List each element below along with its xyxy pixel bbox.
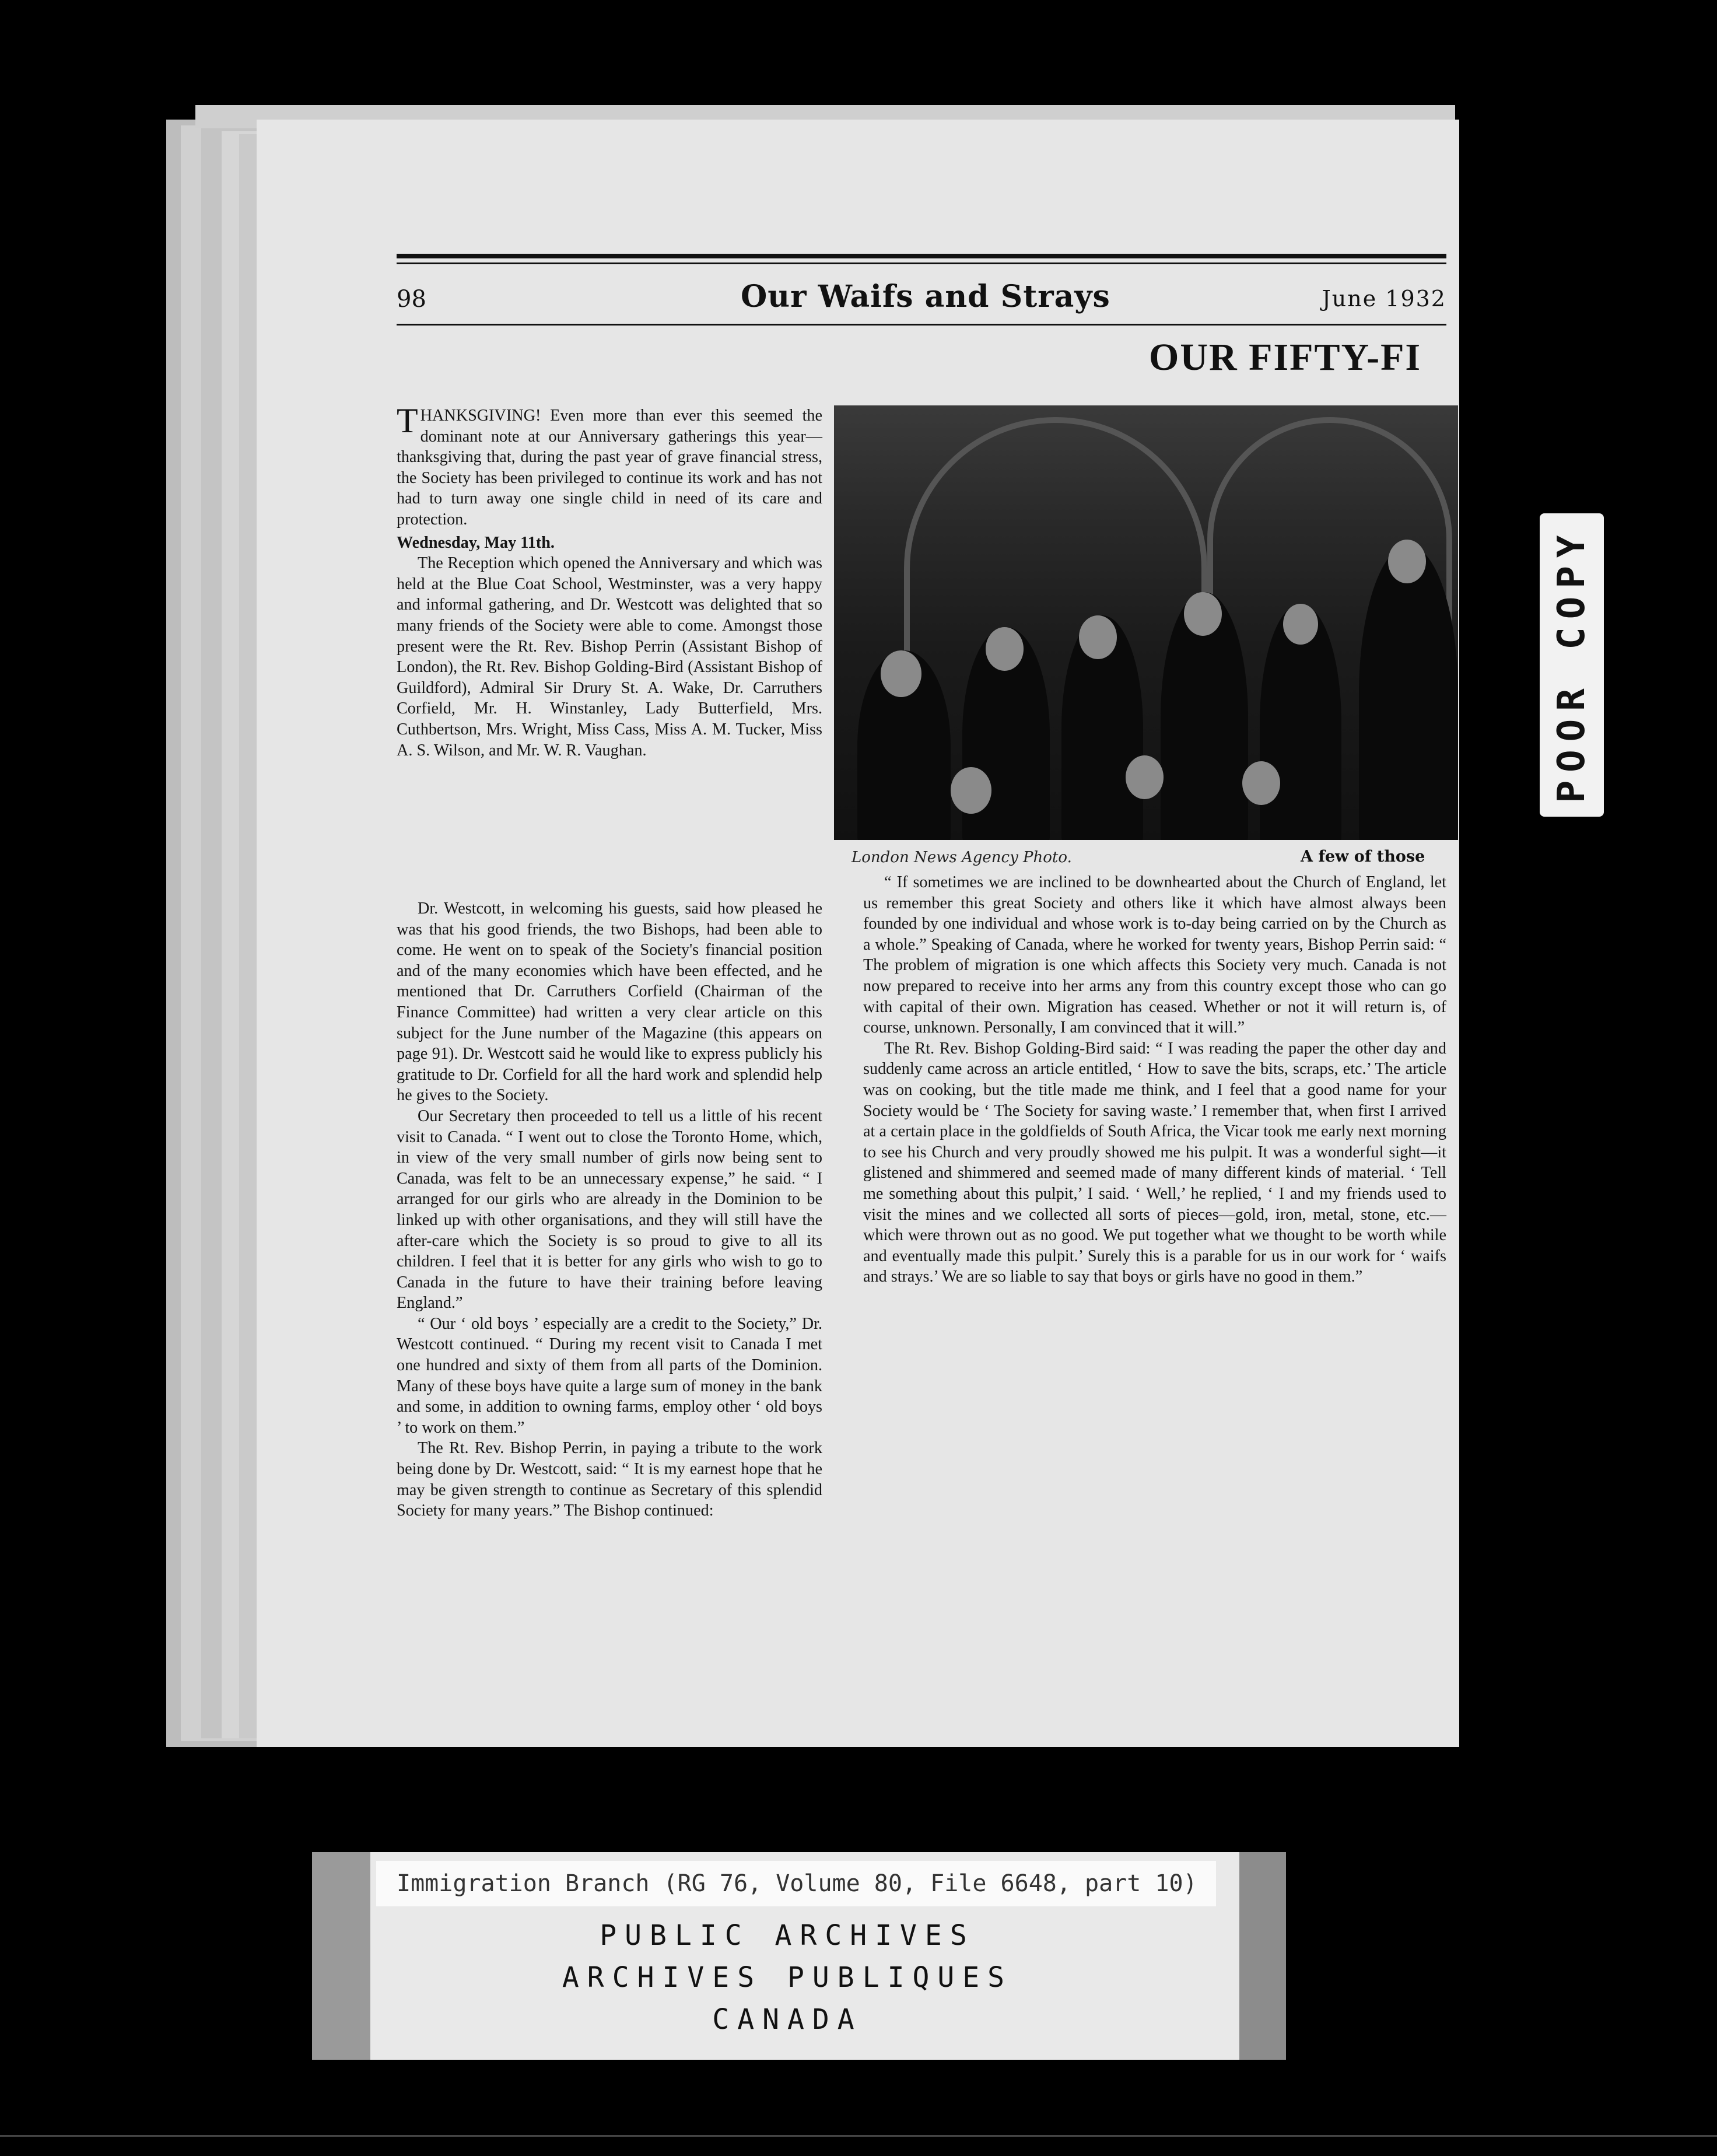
header-top-rule bbox=[397, 254, 1446, 258]
header-top-rule-thin bbox=[397, 262, 1446, 264]
photo-face bbox=[1079, 615, 1117, 659]
photo-caption: A few of those bbox=[1301, 848, 1425, 866]
article-paragraph: The Reception which opened the Anniversary and which was held at the Blue Coat School, Westminster, was a very happy and informal gathering, and Dr. Westcott was delighted that so many friends of the Society were able to come. Amongst those present were the Rt. Rev. Bishop Perrin (Assistant Bishop of London), the Rt. Rev. Bishop Golding-Bird (Assistant Bishop of Guildford), Admiral Sir Drury St. A. Wake, Dr. Carruthers Corfield, Mr. H. Winstanley, Lady Butterfield, Mrs. Cuthbertson, Mrs. Wright, Miss Cass, Miss A. M. Tucker, Miss A. S. Wilson, and Mr. W. R. Vaughan. bbox=[397, 554, 822, 760]
article-paragraph: The Rt. Rev. Bishop Perrin, in paying a tribute to the work being done by Dr. Westcott, said: “ It is my earnest hope that he may be given strength to continue as Secretary of this splendid Society for many years.” The Bishop continued: bbox=[397, 1439, 822, 1520]
article-paragraph: “ If sometimes we are inclined to be downhearted about the Church of England, let us remember this great Society and others like it which have almost always been founded by one individual and whose work is to-day being carried on by the Church as a whole.” Speaking of Canada, where he worked for twenty years, Bishop Perrin said: “ The problem of migration is one which affects this Society very much. Canada is not now prepared to receive into her arms any from this country except those who can go with capital of their own. Migration has ceased. Whether or not it will return is, of course, unknown. Personally, I am convinced that it will.” bbox=[863, 873, 1446, 1037]
photo-arch bbox=[904, 417, 1207, 668]
archive-line-2: ARCHIVES PUBLIQUES bbox=[562, 1961, 1013, 1994]
publication-title: Our Waifs and Strays bbox=[741, 279, 1110, 314]
stamp-text: POOR COPY bbox=[1550, 527, 1593, 803]
photo-face bbox=[1126, 755, 1164, 799]
archive-line-3: CANADA bbox=[712, 2003, 863, 2036]
section-subhead: Wednesday, May 11th. bbox=[397, 533, 555, 552]
page-number: 98 bbox=[397, 286, 426, 313]
article-column-left-top bbox=[397, 401, 822, 761]
page-header bbox=[397, 274, 1446, 327]
poor-copy-stamp bbox=[1540, 513, 1604, 817]
article-paragraph: “ Our ‘ old boys ’ especially are a credit to the Society,” Dr. Westcott continued. “ During my recent visit to Canada I met one hundred and sixty of them from all parts of the Dominion. Many of these boys have quite a large sum of money in the bank and some, in addition to owning farms, employ other ‘ old boys ’ to work on them.” bbox=[397, 1314, 822, 1437]
intro-paragraph bbox=[397, 401, 822, 530]
photo-credit: London News Agency Photo. bbox=[852, 849, 1072, 866]
film-edge-line bbox=[0, 2135, 1717, 2137]
issue-date: June 1932 bbox=[1322, 286, 1446, 312]
archive-line-1: PUBLIC ARCHIVES bbox=[600, 1919, 975, 1952]
photo-face bbox=[1283, 604, 1318, 645]
article-column-left-bottom bbox=[397, 898, 822, 1521]
article-headline: OUR FIFTY-FI bbox=[1149, 336, 1422, 379]
header-bottom-rule bbox=[397, 324, 1446, 326]
article-paragraph: Dr. Westcott, in welcoming his guests, said how pleased he was that his good friends, the two Bishops, had been able to come. He went on to speak of the Society's financial position and of the many economies which have been effected, and he mentioned that Dr. Carruthers Corfield (Chairman of the Finance Committee) had written a very clear article on this subject for the June number of the Magazine (this appears on page 91). Dr. Westcott said he would like to express publicly his gratitude to Dr. Corfield for all the hard work and splendid help he gives to the Society. bbox=[397, 900, 822, 1105]
drop-cap: T bbox=[397, 401, 418, 440]
photo-face bbox=[1242, 761, 1280, 805]
photo-face bbox=[1388, 540, 1426, 583]
photo-figure bbox=[1359, 545, 1458, 840]
article-paragraph: Our Secretary then proceeded to tell us a little of his recent visit to Canada. “ I went out to close the Toronto Home, which, in view of the very small number of girls now being sent to Canada, was felt to be an unnecessary expense,” he said. “ I arranged for our girls who are already in the Dominion to be linked up with other organisations, and they will still have the after-care which the Society is so proud to give to all its children. I feel that it is better for any girls who wish to go to Canada in the future to have their training before leaving England.” bbox=[397, 1107, 822, 1312]
archive-reference: Immigration Branch (RG 76, Volume 80, File 6648, part 10) bbox=[376, 1861, 1216, 1906]
photo-face bbox=[881, 650, 921, 697]
article-column-right bbox=[863, 872, 1446, 1287]
article-paragraph: The Rt. Rev. Bishop Golding-Bird said: “ I was reading the paper the other day and suddenly came across an article entitled, ‘ How to save the bits, scraps, etc.’ The article was on cooking, but the title made me think, and I feel that a good name for your Society would be ‘ The Society for saving waste.’ I remember that, when first I arrived at a certain place in the goldfields of South Africa, the Vicar took me early next morning to see his Church and very proudly showed me his pulpit. It was a wonderful sight—it glistened and shimmered and seemed made of many different kinds of material. ‘ Tell me something about this pulpit,’ I said. ‘ Well,’ he replied, ‘ I and my friends used to visit the mines and we collected all sorts of pieces—gold, iron, metal, stone, etc.—which were thrown out as no good. We put together what we thought to be worth while and eventually made this pulpit.’ Surely this is a parable for us in our work for ‘ waifs and strays.’ We are so liable to say that boys or girls have no good in them.” bbox=[863, 1039, 1446, 1286]
event-photograph bbox=[834, 405, 1458, 840]
photo-face bbox=[986, 627, 1024, 671]
intro-text: HANKSGIVING! Even more than ever this seemed the dominant note at our Anniversary gatherings this year—thanksgiving that, during the past year of grave financial stress, the Society has been privileged to continue its work and has not had to turn away one single child in need of its care and protection. bbox=[397, 407, 822, 528]
magazine-page bbox=[257, 120, 1459, 1747]
photo-face bbox=[951, 767, 991, 814]
photo-face bbox=[1184, 592, 1222, 636]
